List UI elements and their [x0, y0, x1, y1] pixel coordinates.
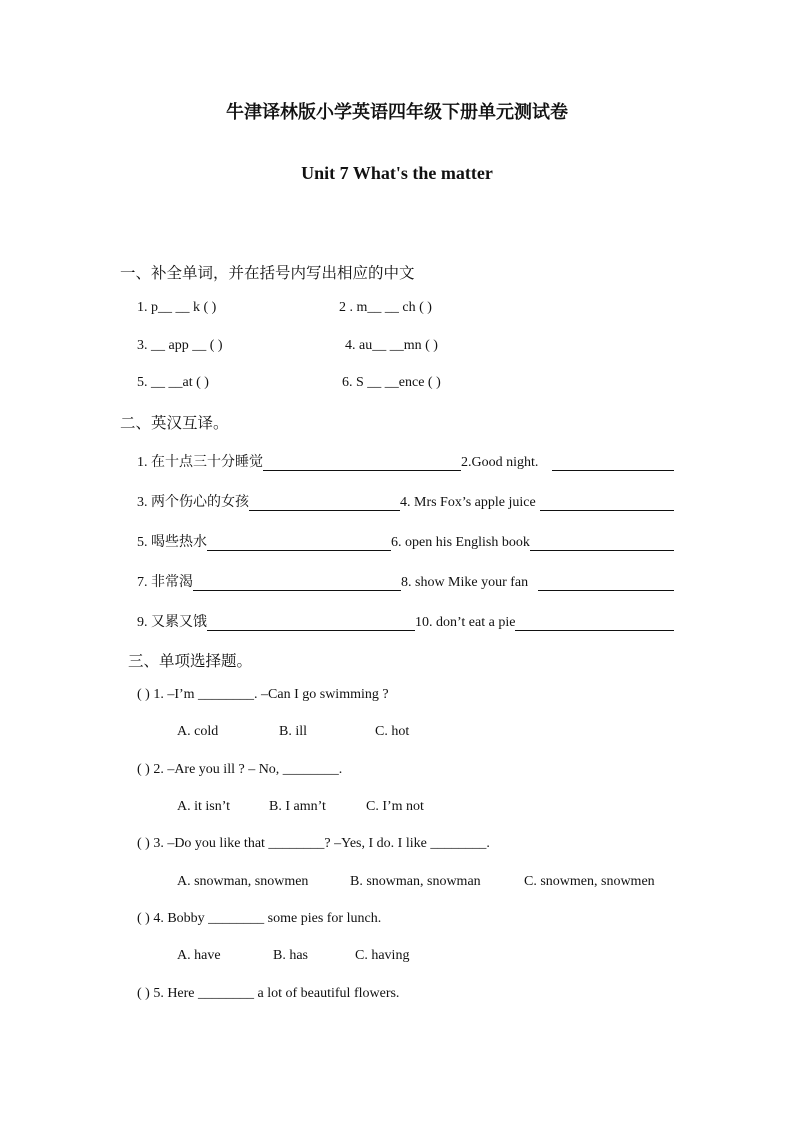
answer-line-9 [207, 616, 415, 631]
translate-item-1: 1. 在十点三十分睡觉 [137, 455, 263, 470]
answer-line-10 [515, 616, 674, 631]
word-item-1: 1. p__ __ k ( ) [137, 300, 217, 315]
translate-item-9: 9. 又累又饿 [137, 615, 207, 630]
translate-row-3 [137, 531, 674, 551]
translate-row-5 [137, 611, 674, 631]
answer-line-3 [249, 496, 400, 511]
q2-option-b: B. I amn’t [269, 799, 326, 814]
answer-line-5 [207, 536, 391, 551]
question-5-stem: ( ) 5. Here ________ a lot of beautiful flowers. [137, 986, 400, 1001]
q2-option-c: C. I’m not [366, 799, 424, 814]
q3-option-a: A. snowman, snowmen [177, 874, 309, 889]
question-1-stem: ( ) 1. –I’m ________. –Can I go swimming ? [137, 687, 389, 702]
answer-line-7 [193, 576, 401, 591]
unit-title: Unit 7 What's the matter [301, 163, 493, 183]
word-item-4: 4. au__ __mn ( ) [345, 338, 438, 353]
translate-item-6: 6. open his English book [391, 535, 530, 550]
answer-line-6 [530, 536, 674, 551]
answer-line-2 [552, 456, 674, 471]
page-title: 牛津译林版小学英语四年级下册单元测试卷 [226, 102, 568, 122]
translate-row-4 [137, 571, 674, 591]
translate-item-7: 7. 非常渴 [137, 575, 193, 590]
q4-option-a: A. have [177, 948, 221, 963]
section2-heading: 二、英汉互译。 [120, 415, 229, 432]
q1-option-b: B. ill [279, 724, 308, 739]
q3-option-c: C. snowmen, snowmen [524, 874, 655, 889]
q1-option-c: C. hot [375, 724, 410, 739]
translate-item-8: 8. show Mike your fan [401, 575, 529, 590]
q2-option-a: A. it isn’t [177, 799, 231, 814]
translate-item-2: 2.Good night. [461, 455, 539, 470]
question-4-stem: ( ) 4. Bobby ________ some pies for lunch. [137, 911, 382, 926]
word-item-6: 6. S __ __ence ( ) [342, 375, 441, 390]
section3-heading: 三、单项选择题。 [128, 653, 253, 670]
word-item-5: 5. __ __at ( ) [137, 375, 209, 390]
answer-line-1 [263, 456, 461, 471]
translate-item-3: 3. 两个伤心的女孩 [137, 495, 249, 510]
word-item-3: 3. __ app __ ( ) [137, 338, 223, 353]
translate-row-2 [137, 491, 674, 511]
question-2-stem: ( ) 2. –Are you ill ? – No, ________. [137, 762, 343, 777]
translate-item-10: 10. don’t eat a pie [415, 615, 516, 630]
word-item-2: 2 . m__ __ ch ( ) [339, 300, 432, 315]
answer-line-4 [540, 496, 674, 511]
q4-option-b: B. has [273, 948, 308, 963]
question-3-stem: ( ) 3. –Do you like that ________? –Yes, I do. I like ________. [137, 836, 490, 851]
section1-heading: 一、补全单词，并在括号内写出相应的中文 [120, 265, 415, 282]
q4-option-c: C. having [355, 948, 410, 963]
translate-item-4: 4. Mrs Fox’s apple juice [400, 495, 536, 510]
translate-item-5: 5. 喝些热水 [137, 535, 207, 550]
q1-option-a: A. cold [177, 724, 219, 739]
q3-option-b: B. snowman, snowman [350, 874, 481, 889]
answer-line-8 [538, 576, 674, 591]
translate-row-1 [137, 451, 674, 471]
